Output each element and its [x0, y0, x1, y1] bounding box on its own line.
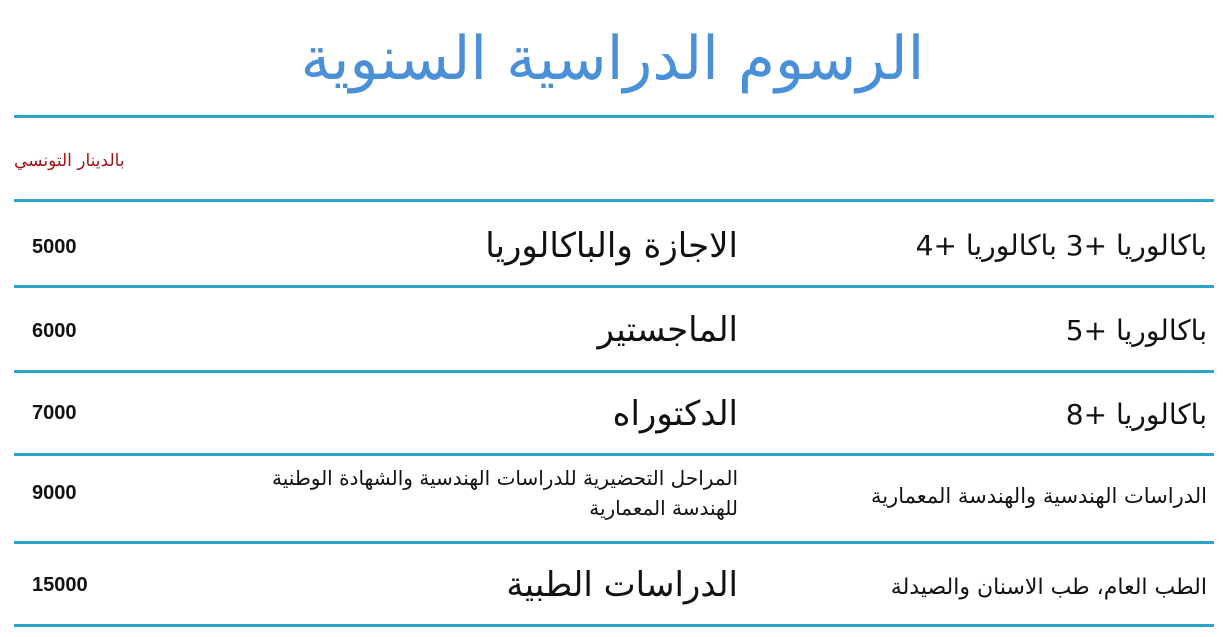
degree-level: باكالوريا +5 [1065, 314, 1207, 347]
program-name: الدراسات الطبية [506, 565, 738, 605]
divider [14, 199, 1214, 202]
degree-level: باكالوريا +3 باكالوريا +4 [915, 229, 1207, 262]
divider [14, 115, 1214, 118]
fee-amount: 9000 [32, 482, 77, 504]
program-name: الاجازة والباكالوريا [485, 226, 738, 266]
page-title: الرسوم الدراسية السنوية [300, 24, 925, 94]
fee-amount: 6000 [32, 320, 77, 342]
divider [14, 541, 1214, 544]
divider [14, 624, 1214, 627]
fee-amount: 5000 [32, 236, 77, 258]
divider [14, 370, 1214, 373]
program-name: الماجستير [597, 310, 738, 350]
divider [14, 285, 1214, 288]
currency-note: بالدينار التونسي [14, 151, 125, 171]
fee-amount: 7000 [32, 402, 77, 424]
program-name: المراحل التحضيرية للدراسات الهندسية والشهادة الوطنية للهندسة المعمارية [272, 466, 738, 520]
divider [14, 453, 1214, 456]
program-name: الدكتوراه [612, 394, 738, 434]
degree-level: الدراسات الهندسية والهندسة المعمارية [870, 484, 1207, 508]
degree-level: باكالوريا +8 [1065, 398, 1207, 431]
degree-level: الطب العام، طب الاسنان والصيدلة [890, 575, 1207, 600]
fee-amount: 15000 [32, 574, 88, 596]
